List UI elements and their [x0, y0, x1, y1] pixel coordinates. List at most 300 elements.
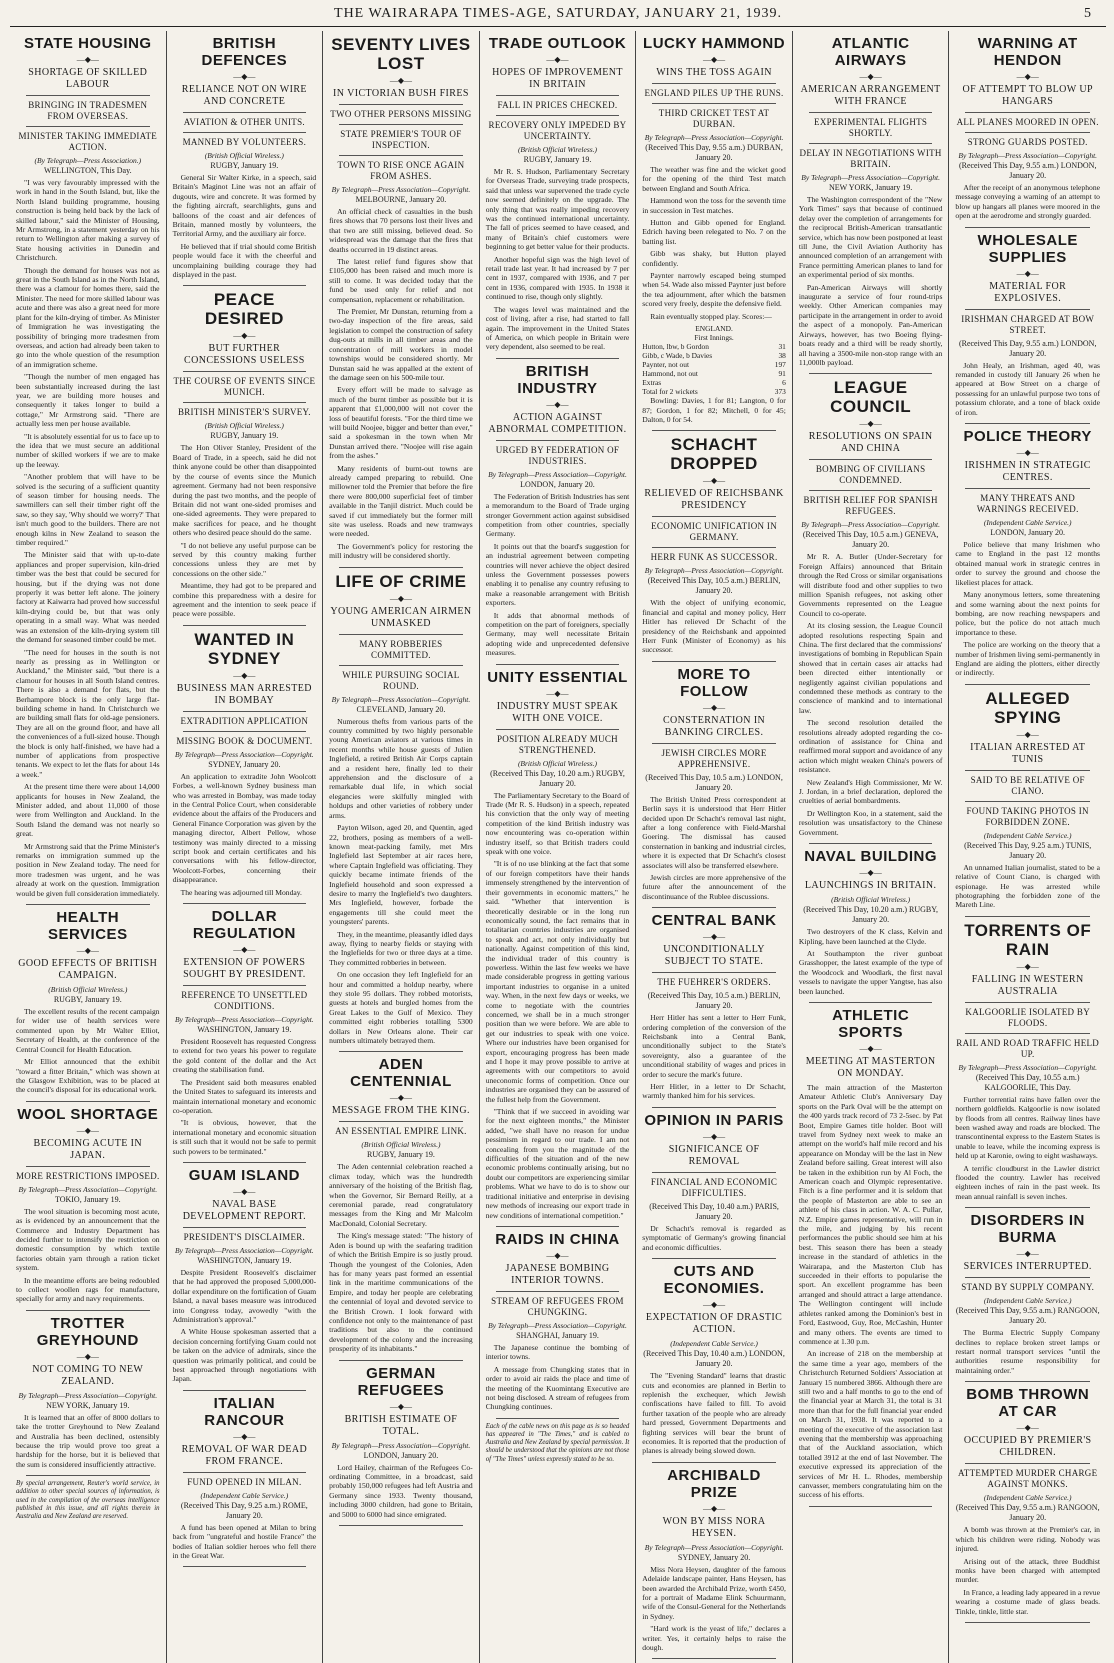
article	[173, 630, 317, 897]
wire-credit: (British Official Wireless.)	[204, 421, 284, 431]
article-subheading: ATTEMPTED MURDER CHARGE AGAINST MONKS.	[958, 1468, 1098, 1490]
article-paragraph: Despite President Roosevelt's disclaimer that he had approved the proposed 5,000,000-dollar expenditure on the fortification of Guam Island, a naval bases measure was introduced into Congress today, avowedly "with the Administration's approval."	[172, 1267, 317, 1324]
diamond-ornament-icon: —◆—	[702, 1300, 726, 1310]
subhead-divider	[652, 743, 776, 744]
article-paragraph: Many anonymous letters, some threatening and some warning about the next points for bombing, are now reaching newspapers and police, but the police do not attach much importance to these.	[955, 590, 1100, 637]
article	[486, 1231, 630, 1412]
diamond-ornament-icon: —◆—	[389, 1401, 412, 1411]
subhead-divider	[183, 112, 307, 113]
article	[955, 921, 1100, 1201]
article-subheading: BRINGING IN TRADESMEN FROM OVERSEAS.	[28, 100, 148, 121]
article-subheading: BRITISH ESTIMATE OF TOTAL.	[344, 1413, 458, 1437]
wire-credit: By Telegraph—Press Association—Copyright.	[488, 469, 627, 479]
dateline: (Received This Day, 9.55 a.m.) LONDON, January 20.	[958, 161, 1097, 180]
dateline: CLEVELAND, January 20.	[356, 704, 446, 714]
dateline: (Received This Day, 10.5 a.m.) GENEVA, January 20.	[802, 530, 939, 550]
dateline: (Received This Day, 9.55 a.m.) RANGOON, January 20.	[955, 1503, 1100, 1523]
dateline: (Received This Day, 10.5 a.m.) BERLIN, January 20.	[647, 991, 781, 1011]
article-paragraph: "I do not believe any useful purpose can be served by this country making further concessions unless they are met by concessions on the other side."	[172, 540, 317, 578]
article-subheading: THIRD CRICKET TEST AT DURBAN.	[658, 108, 770, 129]
article-subheading: ITALIAN ARRESTED AT TUNIS	[970, 741, 1086, 765]
subhead-divider	[652, 972, 776, 973]
article-paragraph: The Burma Electric Supply Company declines to replace broken street lamps or restart normal transport services "until the authorities resume responsibility for maintaining order."	[955, 1328, 1100, 1375]
article-headline: SEVENTY LIVES LOST	[331, 35, 471, 73]
article-paragraph: The Aden centennial celebration reached a climax today, which was the hundredth anniversary of the hoisting of the British flag, when the Governor, Sir Bernard Reilly, at a ceremonial parade, read congratulatory messages from the King and Mr Malcolm MacDonald, Colonial Secretary.	[329, 1162, 473, 1228]
article-subheading: ECONOMIC UNIFICATION IN GERMANY.	[651, 521, 778, 543]
diamond-ornament-icon: —◆—	[702, 1131, 726, 1141]
article-paragraph: A White House spokesman asserted that a decision concerning fortifying Guam could not be taken on the advice of admirals, since the question was primarily political, and could be best approached through negotiations with Japan.	[172, 1327, 317, 1384]
article-paragraph: Mr R. S. Hudson, Parliamentary Secretary for Overseas Trade, surveying trade prospects, said that unless war supervened the trade cycle now seemed definitely on the upgrade. The only thing that was really impeding recovery was the continued international uncertainty. The fall of prices seemed to have ceased, and many of Britain's chief customers were beginning to get better value for their products.	[485, 167, 630, 252]
diamond-ornament-icon: —◆—	[76, 55, 99, 64]
diamond-ornament-icon: —◆—	[233, 1186, 256, 1196]
subhead-divider	[339, 634, 463, 635]
article-subheading: STRONG GUARDS POSTED.	[967, 137, 1088, 147]
wire-credit: By Telegraph—Press Association—Copyright.	[175, 1245, 314, 1255]
article-subheading: URGED BY FEDERATION OF INDUSTRIES.	[495, 444, 620, 466]
article-headline: ADEN CENTENNIAL	[350, 1056, 452, 1091]
wire-credit: (Independent Cable Service.)	[200, 1490, 289, 1500]
subhead-divider	[965, 112, 1090, 113]
diamond-ornament-icon: —◆—	[859, 419, 882, 429]
diamond-ornament-icon: —◆—	[546, 399, 569, 409]
article-paragraph: He believed that if trial should come British people would face it with the cheerful and uncomplaining building courage they had displayed in the past.	[172, 241, 317, 280]
article	[16, 909, 160, 1095]
article-paragraph: A fund has been opened at Milan to bring back from "ungrateful and hostile France" the bodies of Italian soldier heroes who fell there in the Great War.	[172, 1522, 317, 1561]
diamond-ornament-icon: —◆—	[1016, 448, 1039, 458]
article	[642, 1112, 786, 1252]
article	[16, 35, 160, 898]
article-divider	[965, 423, 1090, 424]
batsman-runs: 91	[778, 369, 786, 379]
article-paragraph: Arising out of the attack, three Buddhist monks have been charged with attempted murder.	[955, 1556, 1100, 1585]
cricket-scorecard	[642, 324, 786, 424]
article-paragraph: The hearing was adjourned till Monday.	[180, 887, 302, 897]
dateline: SYDNEY, January 20.	[208, 759, 281, 769]
dateline: WELLINGTON, This Day.	[43, 166, 132, 175]
subhead-divider	[652, 83, 776, 84]
diamond-ornament-icon: —◆—	[702, 702, 726, 712]
article-paragraph: Many residents of burnt-out towns are already camped preparing to rebuild. One millowner told the Premier that before the fire there were 800,000 superficial feet of timber available in the Tanjil district. Much could be saved if cut immediately but the former mill site was useless. Roads and new tramways were needed.	[329, 463, 473, 539]
scorecard-line	[642, 378, 786, 387]
article-headline: ATHLETIC SPORTS	[832, 1006, 910, 1041]
article-divider	[339, 567, 463, 568]
dateline: SYDNEY, January 20.	[677, 1552, 751, 1562]
diamond-ornament-icon: —◆—	[1016, 72, 1039, 81]
subhead-divider	[652, 547, 776, 548]
article-paragraph: Dr Schacht's removal is regarded as symptomatic of Germany's growing financial and economic difficulties.	[642, 1223, 786, 1252]
scorecard-line	[642, 369, 786, 378]
subhead-divider	[652, 103, 776, 104]
article-paragraph: The main attraction of the Masterton Amateur Athletic Club's Anniversary Day sports on the Park Oval will be the attempt on the 400 yards track record of 73 2-5sec. by Pat Boot, Empire Games title holder. Boot will travel from Sydney next week to make an attempt on the world's half mile record and his appearance on Monday will be the last in New Zealand before sailing. Great interest will also be taken in the exhibition run by Al Foch, the American coach and Olympic representative. Fitch is a fine performer and it is seldom that the people of Masterton are able to see an athlete of his class in action. W. A. C. Pullar, N.Z. Empire games representative, will run in the mile, and judging by his recent performances the public should see him at his best. This season there has been a steady increase in the standard of athletics in the Wairarapa, and the Masterton Club has succeeded in their efforts to popularise the sport. An excellent programme has been arranged and should attract a large attendance. The Wellington contingent will include athletes ranked among the Dominion's best in Ford, Eastwood, Guy, Roe, McCashin, Hunter and many others. The events are timed to commence at 1.30 p.m.	[798, 1082, 943, 1346]
dateline: RUGBY, January 19.	[210, 431, 279, 441]
article-headline: BOMB THROWN AT CAR	[966, 1386, 1090, 1421]
article-divider	[652, 430, 776, 431]
wire-credit: By Telegraph—Press Association—Copyright.	[175, 1015, 314, 1025]
article-divider	[809, 1002, 933, 1003]
article-paragraph: "It is absolutely essential for us to face up to the idea that we must secure an additional number of skilled workers if we are to make up the leeway.	[16, 431, 160, 469]
article-paragraph: In the meantime efforts are being redoubled to collect woollen rags for manufacture, specially for army and navy requirements.	[16, 1275, 160, 1304]
article-subheading: TOWN TO RISE ONCE AGAIN FROM ASHES.	[337, 160, 465, 181]
scorecard-line	[642, 342, 786, 351]
dateline: RUGBY, January 19.	[53, 995, 122, 1005]
article-subheading: AVIATION & OTHER UNITS.	[183, 117, 305, 127]
article-paragraph: Mr R. A. Butler (Under-Secretary for Foreign Affairs) announced that Britain through the Red Cross or similar organisations will distribute food and other supplies to two million Spanish refugees, not asking other Governments represented on the League Council to co-operate.	[798, 552, 943, 618]
article-subheading: GOOD EFFECTS OF BRITISH CAMPAIGN.	[18, 958, 158, 982]
wire-credit: By Telegraph—Press Association—Copyright.	[644, 133, 784, 142]
article-divider	[809, 1506, 933, 1507]
article	[16, 1315, 160, 1469]
article-divider	[339, 1525, 463, 1526]
dateline: (Received This Day, 10.20 a.m.) RUGBY, January 20.	[803, 905, 938, 925]
article-subheading: WON BY MISS NORA HEYSEN.	[662, 1515, 766, 1539]
article-subheading: INDUSTRY MUST SPEAK WITH ONE VOICE.	[496, 700, 619, 724]
scorecard-line	[642, 387, 786, 396]
batsman-name: Hutton, lbw, b Gordon	[642, 342, 709, 352]
column-7	[949, 31, 1106, 1663]
article-paragraph: The Parliamentary Secretary to the Board of Trade (Mr R. S. Hudson) in a speech, repeated his conviction that the only way of meeting competition of the kind British industry was now encountering was co-operation within industry itself, so that British traders could speak with one voice.	[485, 790, 630, 857]
article-paragraph: Paynter narrowly escaped being stumped when 54. Wade also missed Paynter just before the tea adjournment, after which the batsmen scored very freely, despite the defensive field.	[642, 271, 786, 309]
subhead-divider	[809, 112, 933, 113]
diamond-ornament-icon: —◆—	[702, 1503, 726, 1513]
wire-credit: (Independent Cable Service.)	[670, 1339, 758, 1349]
wire-credit: By Telegraph—Press Association—Copyright.	[644, 566, 784, 576]
article-headline: OPINION IN PARIS	[644, 1111, 784, 1129]
article-headline: DISORDERS IN BURMA	[970, 1212, 1085, 1247]
dateline: WASHINGTON, January 19.	[197, 1025, 292, 1035]
article-paragraph: It is learned that an offer of 8000 dollars to take the trotter Greyhound to New Zealand and Australia has been declined, ostensibly because the trip would prove too great a hardship for the horse, but it is believed that the sum is considered insufficiently attractive.	[16, 1412, 160, 1469]
article-divider	[965, 227, 1090, 228]
article-paragraph: The Government's policy for restoring the mill industry will be considered shortly.	[329, 541, 473, 561]
article-paragraph: The wool situation is becoming most acute, as is evidenced by an announcement that the Commerce and Industry Department has decided further to intensify the restriction on domestic consumption by which textile factories obtain yarn through a ration ticket system.	[16, 1206, 160, 1273]
article-subheading: EXTENSION OF POWERS SOUGHT BY PRESIDENT.	[183, 957, 306, 981]
article-headline: UNITY ESSENTIAL	[487, 668, 628, 686]
diamond-ornament-icon: —◆—	[859, 1043, 882, 1053]
article-paragraph: The British United Press correspondent at Berlin says it is understood that Herr Hitler decided upon Dr Schacht's removal last night, after a long conference with Field-Marshal Goering. The dismissal has caused consternation in banking and industrial circles, where it is expected that Dr Schacht's closest associates will also be transferred elsewhere.	[642, 794, 786, 870]
dateline: RUGBY, January 19.	[210, 161, 279, 170]
article	[955, 1386, 1100, 1616]
article-subheading: MISSING BOOK & DOCUMENT.	[176, 735, 313, 746]
article	[642, 912, 786, 1101]
wire-credit: (British Official Wireless.)	[361, 1140, 441, 1150]
article-headline: TROTTER GREYHOUND	[36, 1314, 139, 1349]
diamond-ornament-icon: —◆—	[389, 1093, 412, 1103]
article-headline: WOOL SHORTAGE	[17, 1105, 159, 1123]
article-divider	[965, 1381, 1090, 1382]
diamond-ornament-icon: —◆—	[1016, 1249, 1039, 1259]
batsman-name: Gibb, c Wade, b Davies	[642, 351, 713, 361]
article-paragraph: The weather was fine and the wicket good for the opening of the third Test match between England and South Africa.	[642, 165, 786, 193]
subhead-divider	[809, 490, 933, 491]
wire-credit: By Telegraph—Press Association—Copyright.	[801, 173, 940, 182]
article-subheading: BECOMING ACUTE IN JAPAN.	[33, 1137, 143, 1161]
article-paragraph: It adds that abnormal methods of competition on the part of foreigners, specially Germany, may well necessitate Britain adopting wide and unprecedented defensive measures.	[485, 610, 630, 658]
article	[799, 1007, 943, 1500]
article	[955, 1212, 1100, 1375]
article	[642, 666, 786, 901]
wire-credit: By Telegraph—Press Association—Copyright.	[958, 151, 1098, 160]
dateline: NEW YORK, January 19.	[828, 183, 913, 192]
article-paragraph: Gibb was shaky, but Hutton played confidently.	[642, 249, 786, 268]
article-divider	[652, 907, 776, 908]
subhead-divider	[183, 731, 307, 732]
article-paragraph: New Zealand's High Commissioner, Mr W. J. Jordan, in a brief declaration, deplored the cruelties of aerial bombardments.	[798, 777, 943, 806]
article-paragraph: The Hon Oliver Stanley, President of the Board of Trade, in a speech, said he did not think anyone could be other than disappointed by the course of events since the Munich agreement. Germany had not been responsive during the past two months, and the people of Britain did not want one-sided promises and one-sided agreements. They were prepared to make sacrifices for peace, and he thought others who desired peace should do the same.	[172, 443, 317, 538]
article-subheading: EXPECTATION OF DRASTIC ACTION.	[645, 1312, 783, 1336]
article	[799, 848, 943, 996]
article-paragraph: "Though the number of men engaged has been substantially increased during the last year, we are building more houses and consequently it takes longer to build a cottage," Mr Armstrong said. "There are actually less men per house available.	[16, 372, 160, 429]
article-paragraph: Numerous thefts from various parts of the country committed by two highly personable young American aviators at various times in recent months while house guests of Julien Inglefield, a retired British Air Corps captain and a resident here, finally led to their apprehension and the disclosure of a remarkable dual life, in which social elegancies were skilfully mingled with holdups and other varieties of robbery under arms.	[329, 716, 473, 820]
article-paragraph: A terrific cloudburst in the Lawler district flooded the country. Lawler has received eighteen inches of rain in the past week. Its mean annual rainfall is seven inches.	[955, 1163, 1100, 1201]
article-paragraph: General Sir Walter Kirke, in a speech, said Britain's Maginot Line was not an affair of dugouts, wire and concrete. It was formed by the fighting aircraft, searchlights, guns and balloons of the coast and air defences of Britain, manned mostly by volunteers, the Territorial Army, and the auxiliary air force.	[172, 173, 317, 239]
column-4	[480, 31, 637, 1663]
subhead-divider	[496, 440, 620, 441]
article-subheading: STREAM OF REFUGEES FROM CHUNGKING.	[491, 1295, 624, 1317]
article-subheading: ENGLAND PILES UP THE RUNS.	[644, 88, 784, 98]
article-paragraph: Payton Wilson, aged 20, and Quentin, aged 22, brothers, posing as members of a well-known meat-packing family, met Mrs Inglefield last September at air races here, where Captain Inglefield was officiating. They quickly became intimate friends of the Inglefield household and soon expressed a desire to marry the Inglefield's two daughters. Mrs Inglefield, however, forbade the engagements till she could meet the youngsters' parents.	[329, 823, 473, 927]
diamond-ornament-icon: —◆—	[702, 932, 726, 942]
batsman-runs: 38	[778, 351, 786, 361]
article	[955, 35, 1100, 221]
dateline: RUGBY, January 19.	[523, 155, 592, 164]
diamond-ornament-icon: —◆—	[389, 593, 412, 603]
article-paragraph: The second resolution detailed the resolutions already adopted regarding the co-ordination of assistance for China and reaffirmed moral support and avoidance of any action which might weaken China's powers of resistance.	[798, 718, 943, 775]
scorecard-innings: First Innings.	[694, 333, 734, 343]
article-paragraph: Police believe that many Irishmen who came to England in the past 12 months obtained manual work in strategic centres in order to survey the ground and choose the likeliest places for attack.	[955, 540, 1100, 587]
dateline: RUGBY, January 19.	[366, 1150, 435, 1160]
article-divider	[809, 373, 933, 374]
article-paragraph: "Hard work is the yeast of life," declares a writer. Yes, it certainly helps to raise the dough.	[642, 1624, 786, 1652]
subhead-divider	[339, 124, 463, 125]
article-subheading: JAPANESE BOMBING INTERIOR TOWNS.	[505, 1262, 610, 1286]
article-paragraph: The Japanese continue the bombing of interior towns.	[485, 1342, 630, 1362]
article-paragraph: An unnamed Italian journalist, stated to be a relative of Count Ciano, is charged with espionage. He was arrested while photographing the forbidden zone of the Mareth Line.	[955, 862, 1100, 910]
article-divider	[26, 1475, 150, 1476]
article-subheading: BRITISH MINISTER'S SURVEY.	[177, 407, 311, 418]
column-2	[167, 31, 324, 1663]
wire-credit: By Telegraph—Press Association—Copyright.	[18, 1390, 158, 1400]
diamond-ornament-icon: —◆—	[389, 76, 412, 85]
article-divider	[652, 661, 776, 662]
article-paragraph: The President said both measures enabled the United States to safeguard its interests and maintain international monetary and economic co-operation.	[172, 1077, 317, 1115]
article-subheading: FUND OPENED IN MILAN.	[187, 1476, 302, 1487]
article-divider	[183, 1162, 307, 1163]
article-subheading: NAVAL BASE DEVELOPMENT REPORT.	[182, 1198, 306, 1222]
article-subheading: MEETING AT MASTERTON ON MONDAY.	[805, 1055, 936, 1079]
wire-credit: By Telegraph—Press Association—Copyright.	[331, 694, 471, 704]
article-paragraph: The latest relief fund figures show that £105,000 has been raised and much more is still to come. It was decided today that the fund be used only for relief and not compensation, replacement or rehabilitation.	[329, 257, 473, 304]
article-subheading: FINANCIAL AND ECONOMIC DIFFICULTIES.	[650, 1176, 778, 1198]
article-divider	[965, 1207, 1090, 1208]
subhead-divider	[183, 402, 307, 403]
dateline: (Received This Day, 9.25 a.m.) TUNIS, January 20.	[964, 840, 1092, 860]
article-headline: CUTS AND ECONOMIES.	[663, 1263, 765, 1298]
column-grid	[10, 31, 1106, 1652]
article	[173, 35, 317, 279]
dateline: (Received This Day, 10.5 a.m.) LONDON, January 20.	[645, 772, 783, 792]
article-headline: SCHACHT DROPPED	[670, 435, 758, 474]
article-headline: LEAGUE COUNCIL	[830, 378, 912, 417]
article-subheading: MESSAGE FROM THE KING.	[331, 1105, 470, 1117]
article-paragraph: Hutton and Gibb opened for England. Edrich having been relegated to No. 7 on the batting list.	[642, 218, 786, 246]
article	[486, 363, 630, 658]
dateline: (Received This Day, 10.5 a.m.) BERLIN, January 20.	[647, 576, 781, 596]
article	[16, 1106, 160, 1304]
subhead-divider	[183, 371, 307, 372]
subhead-divider	[809, 459, 933, 460]
article-subheading: FOUND TAKING PHOTOS IN FORBIDDEN ZONE.	[966, 805, 1089, 827]
diamond-ornament-icon: —◆—	[1016, 729, 1039, 739]
bowling-figures: Bowling: Davies, 1 for 81; Langton, 0 for 87; Gordon, 1 for 82; Mitchell, 0 for 45; Dalton, 0 for 54.	[642, 396, 786, 424]
article-paragraph: The Washington correspondent of the "New York Times" says that because of continued delay over the completion of arrangements for the reciprocal British-American transatlantic service, which has now been postponed at least till June, the Civil Aviation Authority has announced completion of an arrangement with France permitting American planes to land for an experimental period of six months.	[798, 195, 943, 280]
article-subheading: IN VICTORIAN BUSH FIRES	[333, 88, 469, 99]
article-paragraph: The police are working on the theory that a number of Irishmen living semi-permanently in England are aiding the plotters, either directly or indirectly.	[955, 640, 1100, 678]
dateline: (Received This Day, 9.55 a.m.) DURBAN, January 20.	[645, 143, 783, 162]
article-paragraph: Mr Elliot announced that the exhibit "toward a fitter Britain," which was shown at the Glasgow Exhibition, was to be placed at the council's disposal for its educational work.	[16, 1057, 160, 1095]
article-paragraph: Herr Hitler, in a letter to Dr Schacht, warmly thanked him for his services.	[642, 1082, 786, 1101]
article-paragraph: A bomb was thrown at the Premier's car, in which his children were riding. Nobody was injured.	[955, 1525, 1100, 1554]
batsman-runs: 373	[774, 387, 786, 397]
article-subheading: CONSTERNATION IN BANKING CIRCLES.	[662, 714, 766, 738]
article-subheading: WHILE PURSUING SOCIAL ROUND.	[342, 669, 460, 691]
article-paragraph: The King's message stated: "The history of Aden is bound up with the seafaring tradition of which the British Empire is so justly proud. Though the youngest of the Colonies, Aden has for many years past formed an essential link in the maritime communications of the Empire, and today her people are celebrating the centennial of loyal and devoted service to the British Crown. I look forward with confidence not only to the maintenance of past traditions but also to the continued development of the colony and the increasing prosperity of its inhabitants."	[329, 1231, 473, 1354]
subhead-divider	[652, 1172, 776, 1173]
article-subheading: DELAY IN NEGOTIATIONS WITH BRITAIN.	[799, 148, 942, 169]
subhead-divider	[496, 1291, 620, 1292]
subhead-divider	[339, 104, 463, 105]
article-subheading: BUT FURTHER CONCESSIONS USELESS	[184, 343, 305, 367]
article-headline: STATE HOUSING	[23, 35, 152, 52]
batsman-name: Hammond, not out	[642, 369, 698, 379]
article-subheading: IRISHMEN IN STRATEGIC CENTRES.	[964, 460, 1091, 484]
article-subheading: SIGNIFICANCE OF REMOVAL	[668, 1143, 760, 1167]
subhead-divider	[965, 770, 1090, 771]
batsman-runs: 31	[778, 342, 786, 352]
subhead-divider	[965, 1463, 1090, 1464]
wire-credit: (British Official Wireless.)	[517, 758, 598, 768]
article-paragraph: "The need for houses in the south is not nearly as pressing as in Wellington or Auckland," the Minister said, "but there is a clamour for houses in all South Island centres. There is also a demand for flats, but the Berhampore block is the only large flat-building scheme in hand. In Christchurch we are building small flats for old-age pensioners. They are all on the ground floor, and have all the conveniences of a full-sized house. Though the block is only half-finished, we have had a number of applications from prospective tenants. We expect to let the flats for about 14s a week."	[16, 647, 160, 779]
subhead-divider	[965, 488, 1090, 489]
article-paragraph: Meantime, they had got to be prepared and combine this preparedness with a desire for agreement and the intention to seek peace if peace were possible.	[172, 581, 317, 619]
dateline: (Received This Day, 10.40 a.m.) PARIS, January 20.	[649, 1201, 779, 1221]
article-paragraph: In France, a leading lady appeared in a revue wearing a costume made of glass beads. Tinkle, tinkle, little star.	[955, 1587, 1100, 1616]
article-paragraph: The excellent results of the recent campaign for wider use of health services were commented upon by Mr Walter Elliot, Secretary of Health, at the conference of the Central Council for Health Education.	[16, 1007, 160, 1054]
article-divider	[183, 1566, 307, 1567]
diamond-ornament-icon: —◆—	[859, 72, 882, 81]
wire-credit: By Telegraph—Press Association—Copyright.	[331, 1440, 471, 1450]
article-headline: WHOLESALE SUPPLIES	[977, 231, 1078, 266]
article-paragraph: Mr Armstrong said that the Prime Minister's remarks on immigration summed up the position in New Zealand today. The need for more tradesmen was urgent, and he was already at work on the question. Immigration would be given full consideration immediately.	[16, 841, 160, 898]
subhead-divider	[183, 1472, 307, 1473]
subhead-divider	[339, 155, 463, 156]
article-divider	[26, 1310, 150, 1311]
batsman-runs: 197	[774, 360, 786, 370]
article-divider	[26, 1101, 150, 1102]
article	[486, 669, 630, 1220]
article-paragraph: Another hopeful sign was the high level of retail trade last year. It had increased by 7 per cent in 1937, compared with 1936, and 7 per cent in 1936, compared with 1935. In 1938 it continued to rise, though only slightly.	[485, 254, 630, 302]
dateline: LONDON, January 20.	[990, 528, 1066, 538]
article-divider	[339, 1360, 463, 1361]
wire-credit: (British Official Wireless.)	[831, 895, 911, 905]
wire-credit: By Telegraph—Press Association—Copyright.	[331, 185, 471, 194]
article-paragraph: John Healy, an Irishman, aged 40, was remanded in custody till January 26 when he appeared at Bow Street on a charge of possessing for an unlawful purpose two tons of potassium chlorate, and a tone of black oxide of iron.	[955, 360, 1100, 417]
dateline: NEW YORK, January 19.	[46, 1400, 130, 1410]
article-divider	[183, 1390, 307, 1391]
article-headline: ITALIAN RANCOUR	[204, 1394, 285, 1429]
article-paragraph: Dr Wellington Koo, in a statement, said the resolution was unsatisfactory to the Chinese Government.	[798, 808, 943, 837]
dateline: LONDON, January 20.	[520, 479, 595, 489]
article-subheading: SERVICES INTERRUPTED.	[963, 1261, 1092, 1273]
article-subheading: MANY THREATS AND WARNINGS RECEIVED.	[976, 493, 1079, 515]
article-paragraph: Though the demand for houses was not as great in the South Island as in the North Island, there was a clamour for homes there, said the Minister. The need for more skilled labour was acute and there was also a great need for more plant for the kiln-drying of timber. As Minister of Immigration he was investigating the possibility of bringing more tradesmen from overseas, and action had already been taken to go into the whole question of the resumption of an immigration scheme.	[16, 265, 160, 369]
article-paragraph: On one occasion they left Inglefield for an hour and committed a holdup nearby, where they stole 95 dollars. They robbed motorists, guests at hotels and burgled homes from the Great Lakes to the Gulf of Mexico. They committed eight robberies totalling 5300 dollars in New Orleans alone. Their car numbers ultimately betrayed them.	[329, 970, 473, 1046]
diamond-ornament-icon: —◆—	[1016, 961, 1039, 971]
article-paragraph: An increase of 218 on the membership at the same time a year ago, members of the Christchurch Returned Soldiers' Association at January 15 numbered 3866. Although there are still two and a half months to go to the end of the financial year at March 31, the total is 31 more than that for the full financial year ended on March 31, 1938. It was reported to a meeting of the executive of the association last evening that the membership was approaching that of the Auckland association, which totalled 3912 at the end of last November. The executive expressed its appreciation of the services of Mr H. L. Rhodes, membership canvasser, members congratulating him on the success of his efforts.	[798, 1349, 943, 1500]
article-subheading: REFERENCE TO UNSETTLED CONDITIONS.	[181, 990, 308, 1012]
article	[642, 1263, 786, 1456]
dateline: MELBOURNE, January 20.	[355, 195, 447, 204]
subhead-divider	[965, 309, 1090, 310]
article	[486, 35, 630, 352]
diamond-ornament-icon: —◆—	[233, 670, 256, 680]
article-subheading: EXPERIMENTAL FLIGHTS SHORTLY.	[814, 117, 928, 138]
article-paragraph: Hammond won the toss for the seventh time in succession in Test matches.	[642, 196, 786, 215]
diamond-ornament-icon: —◆—	[233, 945, 256, 955]
article-paragraph: Herr Hitler has sent a letter to Herr Funk, ordering completion of the conversion of the Reichsbank into a Central Bank, unconditionally subject to the State's sovereignty, also a guarantee of the unconditional stability of wages and prices in order to secure the mark's future.	[642, 1013, 786, 1079]
article-divider	[652, 1258, 776, 1259]
dateline: (Received This Day, 9.25 a.m.) ROME, January 20.	[180, 1500, 308, 1520]
article-headline: ARCHIBALD PRIZE	[667, 1466, 761, 1501]
article	[799, 35, 943, 367]
article-divider	[965, 684, 1090, 685]
masthead-title: THE WAIRARAPA TIMES-AGE, SATURDAY, JANUARY 21, 1939.	[334, 6, 782, 21]
article	[329, 572, 473, 1046]
batsman-name: Total for 2 wickets	[642, 387, 698, 397]
diamond-ornament-icon: —◆—	[76, 1125, 99, 1135]
subhead-divider	[965, 132, 1090, 133]
wire-credit: (Independent Cable Service.)	[983, 1296, 1072, 1306]
column-3	[323, 31, 480, 1663]
article-paragraph: The Minister said that with up-to-date appliances and proper supervision, kiln-dried timber was the best that could be secured for housing, but if the drying was not done properly it was better left alone. The joinery factory at Kaiwarra had proved how successful kiln-drying could be, but that was only operating in a small way. What was needed was an extension of the kiln-drying system till the demand for seasoned timber could be met.	[16, 550, 160, 645]
wire-credit: (Independent Cable Service.)	[983, 518, 1072, 528]
subhead-divider	[965, 1033, 1090, 1034]
article-headline: NAVAL BUILDING	[804, 848, 938, 866]
subhead-divider	[183, 1227, 307, 1228]
article-headline: WANTED IN SYDNEY	[194, 629, 295, 668]
article-paragraph: Jewish circles are more apprehensive of the future after the announcement of the discontinuance of the Rublee discussions.	[642, 873, 786, 901]
article-paragraph: With the object of unifying economic, financial and capital and money policy, Herr Hitler has relieved Dr Schacht of the presidency of the Reichsbank and appointed Herr Funk (Minister of Economy) as his successor.	[642, 598, 786, 655]
subhead-divider	[965, 801, 1090, 802]
dateline: SHANGHAI, January 19.	[516, 1330, 599, 1340]
diamond-ornament-icon: —◆—	[233, 331, 256, 341]
article-paragraph: A message from Chungking states that in order to avoid air raids the place and time of the meeting of the Kuomintang Executive are not being disclosed. A stream of refugees from Chungking continues.	[485, 1364, 630, 1412]
article	[173, 1395, 317, 1561]
scorecard-line	[642, 360, 786, 369]
dateline: (Received This Day, 9.55 a.m.) LONDON, January 20.	[958, 338, 1097, 358]
article-paragraph: Miss Nora Heysen, daughter of the famous Adelaide landscape painter, Hans Heysen, has been awarded the Archibald Prize, worth £450, for a portrait of Madame Elink Schuurmann, wife of the Consul-General for the Netherlands in Sydney.	[642, 1564, 786, 1621]
article-subheading: FALLING IN WESTERN AUSTRALIA	[971, 973, 1084, 997]
diamond-ornament-icon: —◆—	[702, 55, 726, 64]
article-divider	[496, 1418, 620, 1419]
article-subheading: AMERICAN ARRANGEMENT WITH FRANCE	[800, 84, 941, 107]
batsman-name: Extras	[642, 378, 662, 388]
article-paragraph: "Another problem that will have to be solved is the securing of a sufficient quantity of season timber for housing needs. The sawmillers can sell their timber right off the saw, so they say, 'Why should we worry?' That isn't much good to the builders. There are not enough kilns in New Zealand to season the timber required."	[16, 472, 160, 548]
article-subheading: OCCUPIED BY PREMIER'S CHILDREN.	[963, 1435, 1092, 1459]
article-headline: TORRENTS OF RAIN	[964, 920, 1092, 959]
article-paragraph: After the receipt of an anonymous telephone message conveying a warning of an attempt to blow up hangars all planes were moored in the open at the aerodrome and strongly guarded.	[955, 183, 1100, 221]
article-paragraph: The wages level was maintained and the cost of living, after a rise, had started to fall again. The improvement in the United States of America, on which people in Britain were very dependent, also seemed to be real.	[485, 304, 630, 352]
dateline: WASHINGTON, January 19.	[197, 1255, 292, 1265]
article-subheading: HOPES OF IMPROVEMENT IN BRITAIN	[492, 67, 623, 90]
